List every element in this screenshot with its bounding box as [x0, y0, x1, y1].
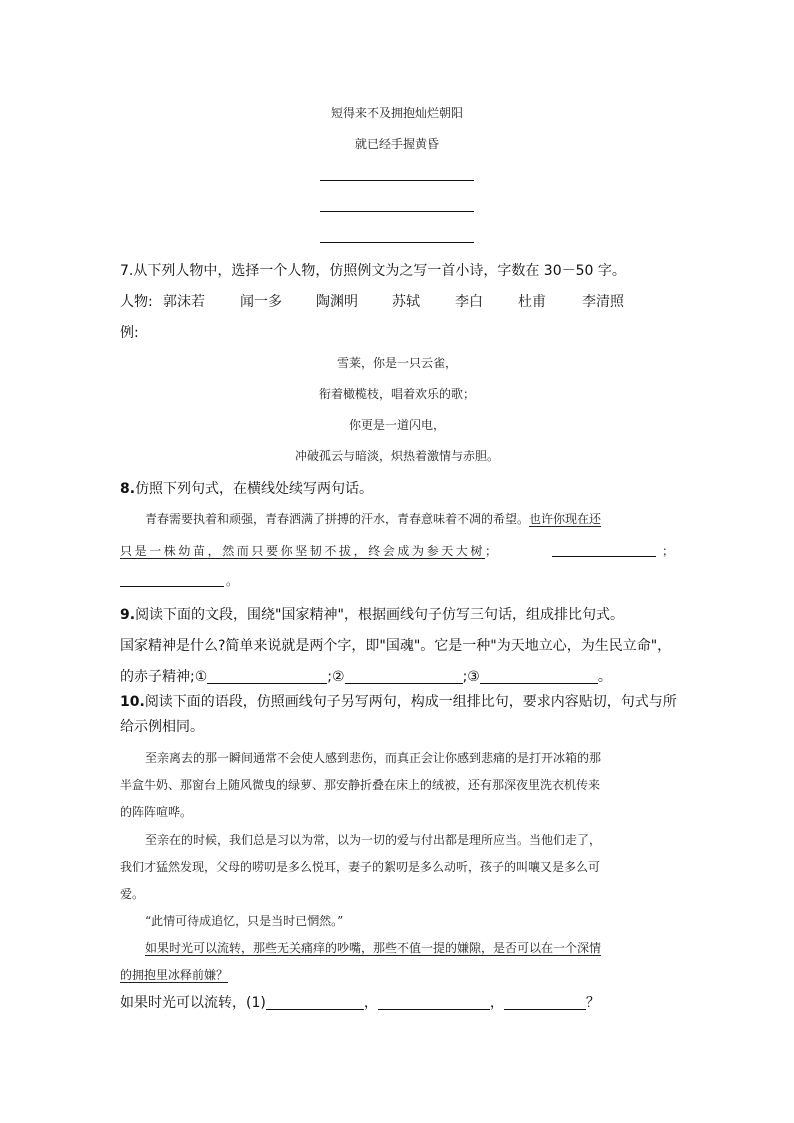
example-line: 衔着橄榄枝，唱着欢乐的歌； [318, 387, 475, 401]
answer-blank[interactable] [552, 542, 656, 557]
example-line: 你更是一道闪电， [348, 418, 445, 432]
question-text: 仿照下列句式，在横线处续写两句话。 [135, 481, 374, 497]
question-10 [120, 691, 677, 711]
q8-underlined-text: 只是一株幼苗，然而只要你坚韧不拔，终会成为参天大树 [120, 544, 486, 558]
question-8 [120, 478, 373, 498]
answer-blank-line [320, 180, 474, 181]
question-number: 9. [120, 607, 136, 623]
q10-paragraph-line: 我们才猛然发现，父母的唠叨是多么悦耳，妻子的絮叨是多么动听，孩子的叫嚷又是多么可 [120, 860, 601, 874]
person-option: 李白 [455, 294, 483, 310]
example-line: 雪莱，你是一只云雀， [336, 356, 457, 370]
q8-paragraph-line-2: 只是一株幼苗，然而只要你坚韧不拔，终会成为参天大树； [120, 544, 500, 558]
question-7 [120, 260, 626, 280]
answer-blank[interactable] [378, 995, 490, 1010]
poem-line-1: 短得来不及拥抱灿烂朝阳 [330, 106, 463, 120]
answer-blank[interactable] [504, 995, 586, 1010]
q10-paragraph-line: 的阵阵喧哗。 [120, 805, 193, 819]
q10-underlined-line: 的拥抱里冰释前嫌？ [120, 968, 229, 982]
circled-number: ③ [467, 669, 480, 685]
person-option: 杜甫 [518, 294, 546, 310]
circled-number: ② [332, 669, 345, 685]
q10-paragraph-line: 至亲离去的那一瞬间通常不会使人感到悲伤，而真正会让你感到悲痛的是打开冰箱的那 [145, 751, 602, 765]
separator: ； [662, 544, 675, 558]
question-text: 阅读下面的语段，仿照画线句子另写两句，构成一组排比句，要求内容贴切，句式与所 [144, 694, 677, 710]
separator: 。 [226, 574, 239, 588]
answer-blank[interactable] [266, 995, 364, 1010]
q9-paragraph-line-1: 国家精神是什么?简单来说就是两个字，即"国魂"。它是一种"为天地立心，为生民立命"， [120, 638, 672, 654]
answer-blank-line [320, 211, 474, 212]
q10-paragraph-line: 至亲在的时候，我们总是习以为常，以为一切的爱与付出都是理所应当。当他们走了， [145, 833, 602, 847]
person-option: 闻一多 [240, 294, 282, 310]
example-line: 冲破孤云与暗淡，炽热着激情与赤胆。 [294, 449, 499, 463]
answer-number: (1) [246, 995, 266, 1011]
question-text: 从下列人物中，选择一个人物，仿照例文为之写一首小诗，字数在 30－50 字。 [133, 263, 626, 279]
q10-answer-line: 如果时光可以流转，(1) ， ， ？ [120, 995, 600, 1011]
answer-blank[interactable] [345, 669, 463, 684]
question-number: 8. [120, 481, 136, 497]
question-text: 阅读下面的文段，围绕"国家精神"，根据画线句子仿写三句话，组成排比句式。 [135, 607, 624, 623]
answer-blank[interactable] [207, 669, 327, 684]
q8-underlined-text: 也许你现在还 [529, 512, 602, 526]
circled-number: ① [194, 669, 208, 685]
person-option: 苏轼 [392, 294, 420, 310]
example-label: 例: [120, 325, 139, 341]
people-label: 人物: [120, 294, 153, 310]
question-9 [120, 604, 624, 624]
q10-quote: “此情可待成追忆，只是当时已惘然。” [145, 914, 344, 928]
person-option: 李清照 [582, 294, 624, 310]
answer-blank[interactable] [120, 572, 224, 587]
answer-blank[interactable] [480, 669, 598, 684]
person-option: 陶渊明 [316, 294, 358, 310]
q10-underlined-line: 如果时光可以流转，那些无关痛痒的吵嘴，那些不值一提的嫌隙，是否可以在一个深情 [145, 941, 602, 955]
question-number: 7. [120, 263, 134, 279]
question-number: 10. [120, 694, 145, 710]
q8-paragraph-line-1 [145, 510, 601, 527]
poem-line-2: 就已经手握黄昏 [354, 137, 439, 151]
q10-paragraph-line: 半盒牛奶、那窗台上随风微曳的绿萝、那安静折叠在床上的绒被，还有那深夜里洗衣机传来 [120, 778, 601, 792]
q8-plain-text: 青春需要执着和顽强，青春洒满了拼搏的汗水，青春意味着不凋的希望。 [145, 512, 530, 526]
person-option: 郭沫若 [163, 294, 205, 310]
q10-paragraph-line: 爱。 [120, 887, 145, 901]
answer-blank-line [320, 242, 474, 243]
q9-paragraph-line-2: 的赤子精神;① ;② ;③ 。 [120, 669, 612, 685]
question-text-cont: 给示例相同。 [120, 719, 204, 735]
